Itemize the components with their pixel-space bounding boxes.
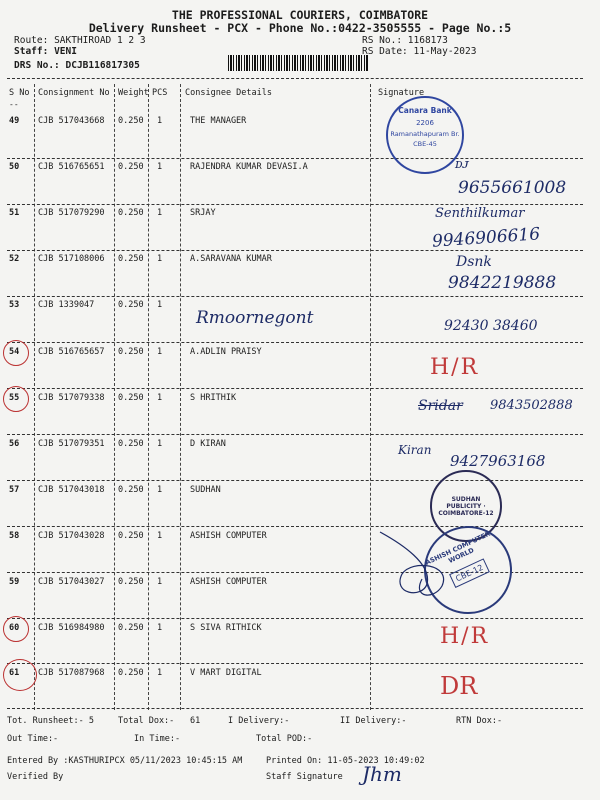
row-pcs: 1 [157, 393, 163, 403]
row-divider [7, 296, 583, 297]
row-consignee: A.SARAVANA KUMAR [190, 254, 272, 264]
rtn-dox: RTN Dox:- [456, 716, 503, 726]
row-sno: 61 [9, 668, 20, 678]
total-pod: Total POD:- [256, 734, 313, 744]
row-sno: 59 [9, 577, 20, 587]
rs-date-line [362, 46, 476, 57]
handwritten-phone: 9842219888 [448, 273, 557, 293]
drs-label: DRS No.: [14, 60, 60, 71]
row-consignee: RAJENDRA KUMAR DEVASI.A [190, 162, 308, 172]
col-consignee: Consignee Details [185, 88, 272, 98]
divider-top [7, 78, 583, 79]
handwritten-signature: Dsnk [456, 254, 492, 270]
row-sno: 57 [9, 485, 20, 495]
row-weight: 0.250 [118, 347, 144, 357]
row-sno: 52 [9, 254, 20, 264]
row-consignment: CJB 516765657 [38, 347, 105, 357]
row-consignment: CJB 517087968 [38, 668, 105, 678]
row-consignment: CJB 517043018 [38, 485, 105, 495]
staff-signature: Jhm [362, 762, 402, 786]
row-pcs: 1 [157, 116, 163, 126]
row-weight: 0.250 [118, 254, 144, 264]
row-weight: 0.250 [118, 439, 144, 449]
handwritten-signature: Kiran [398, 443, 432, 457]
handwritten-signature: Sridar [418, 398, 463, 414]
row-sno: 53 [9, 300, 20, 310]
col-sno: S No [9, 88, 30, 98]
row-pcs: 1 [157, 668, 163, 678]
row-divider [7, 480, 583, 481]
rs-no-value: 1168173 [407, 35, 448, 46]
row-divider [7, 526, 583, 527]
row-consignment: CJB 517108006 [38, 254, 105, 264]
row-consignee: ASHISH COMPUTER [190, 531, 267, 541]
row-sno: 58 [9, 531, 20, 541]
row-consignment: CJB 516765651 [38, 162, 105, 172]
row-sno: 55 [9, 393, 20, 403]
bank-stamp-branch: Ramanathapuram Br. [390, 130, 460, 138]
staff-line [14, 46, 77, 57]
row-weight: 0.250 [118, 623, 144, 633]
row-weight: 0.250 [118, 577, 144, 587]
row-weight: 0.250 [118, 393, 144, 403]
red-circle-mark [3, 386, 29, 412]
red-circle-mark [3, 616, 29, 642]
ashish-stamp-ring: ASHISH COMPUTER WORLD [424, 529, 492, 567]
row-pcs: 1 [157, 254, 163, 264]
bank-stamp-city: CBE-45 [413, 140, 437, 148]
row-consignee: SUDHAN [190, 485, 221, 495]
handwritten-phone: 9946906616 [431, 224, 541, 252]
row-pcs: 1 [157, 577, 163, 587]
row-consignment: CJB 517079290 [38, 208, 105, 218]
tot-runsheet: Tot. Runsheet:- 5 [7, 716, 94, 726]
in-time: In Time:- [134, 734, 181, 744]
verified-by: Verified By [7, 772, 64, 782]
staff-value: VENI [54, 46, 77, 57]
row-consignee: A.ADLIN PRAISY [190, 347, 262, 357]
row-divider [7, 158, 583, 159]
row-pcs: 1 [157, 208, 163, 218]
row-divider [7, 388, 583, 389]
row-pcs: 1 [157, 162, 163, 172]
row-consignee: V MART DIGITAL [190, 668, 262, 678]
bank-stamp [386, 96, 464, 174]
row-divider [7, 250, 583, 251]
row-consignee: S SIVA RITHICK [190, 623, 262, 633]
route-line [14, 35, 146, 46]
row-sno: 49 [9, 116, 20, 126]
handwritten-signature: Senthilkumar [435, 206, 525, 221]
row-weight: 0.250 [118, 208, 144, 218]
row-consignee: S HRITHIK [190, 393, 237, 403]
handwritten-phone: 92430 38460 [444, 318, 538, 334]
row-consignee: THE MANAGER [190, 116, 247, 126]
row-sno: 54 [9, 347, 20, 357]
row-divider [7, 204, 583, 205]
signature-initials: ᴅᴊ [455, 157, 470, 172]
rs-no-label: RS No.: [362, 35, 403, 46]
col-signature: Signature [378, 88, 425, 98]
barcode [228, 55, 368, 71]
row-consignment: CJB 517043028 [38, 531, 105, 541]
row-weight: 0.250 [118, 531, 144, 541]
printed-on: Printed On: 11-05-2023 10:49:02 [266, 756, 425, 766]
row-pcs: 1 [157, 623, 163, 633]
row-consignment: CJB 517043668 [38, 116, 105, 126]
signature-scribble [372, 524, 462, 604]
row-sno: 51 [9, 208, 20, 218]
total-dox-label: Total Dox:- [118, 716, 175, 726]
row-consignment: CJB 517043027 [38, 577, 105, 587]
drs-line [14, 60, 140, 71]
out-time: Out Time:- [7, 734, 59, 744]
handwritten-phone: 9427963168 [450, 452, 546, 470]
table-row [0, 116, 600, 162]
red-circle-mark [3, 659, 37, 691]
row-consignment: CJB 516984980 [38, 623, 105, 633]
table-row [0, 347, 600, 393]
rs-date-value: 11-May-2023 [413, 46, 477, 57]
route-label: Route: [14, 35, 49, 46]
bank-stamp-name: Canara Bank [398, 106, 452, 115]
handwritten-name: Rmoornegont [196, 308, 314, 328]
drs-value: DCJB116817305 [65, 60, 140, 71]
handwritten-mark: DR [440, 672, 478, 700]
row-consignee: D KIRAN [190, 439, 226, 449]
row-pcs: 1 [157, 485, 163, 495]
col-consignment: Consignment No [38, 88, 110, 98]
company-title: THE PROFESSIONAL COURIERS, COIMBATORE [171, 8, 429, 22]
rs-date-label: RS Date: [362, 46, 408, 57]
row-pcs: 1 [157, 439, 163, 449]
row-weight: 0.250 [118, 668, 144, 678]
rs-no-line [362, 35, 448, 46]
row-consignment: CJB 1339047 [38, 300, 95, 310]
total-dox-value: 61 [190, 716, 201, 726]
row-pcs: 1 [157, 300, 163, 310]
row-sno: 56 [9, 439, 20, 449]
handwritten-phone: 9655661008 [458, 178, 567, 198]
row-weight: 0.250 [118, 485, 144, 495]
staff-label: Staff: [14, 46, 49, 57]
row-consignee: ASHISH COMPUTER [190, 577, 267, 587]
entered-by: Entered By :KASTHURIPCX 05/11/2023 10:45:15 AM [7, 756, 243, 766]
handwritten-mark: H/R [430, 355, 480, 380]
row-pcs: 1 [157, 531, 163, 541]
row-divider [7, 434, 583, 435]
staff-signature-label: Staff Signature [266, 772, 343, 782]
table-row [0, 485, 600, 531]
row-consignee: SRJAY [190, 208, 216, 218]
ii-delivery: II Delivery:- [340, 716, 407, 726]
bank-stamp-code: 2206 [416, 119, 434, 127]
row-sno: 60 [9, 623, 20, 633]
ashish-stamp-city: CBE-12 [449, 558, 490, 588]
red-circle-mark [3, 340, 29, 366]
divider-bottom [7, 708, 583, 709]
col-pcs: PCS [152, 88, 168, 98]
row-consignment: CJB 517079338 [38, 393, 105, 403]
route-value: SAKTHIROAD 1 2 3 [54, 35, 146, 46]
sudhan-stamp-text: SUDHAN PUBLICITY · COIMBATORE-12 [438, 496, 494, 518]
handwritten-phone: 9843502888 [490, 398, 573, 413]
col-weight: Weight [118, 88, 149, 98]
row-pcs: 1 [157, 347, 163, 357]
row-divider [7, 342, 583, 343]
row-divider [7, 618, 583, 619]
row-sno: 50 [9, 162, 20, 172]
i-delivery: I Delivery:- [228, 716, 290, 726]
row-weight: 0.250 [118, 162, 144, 172]
row-consignment: CJB 517079351 [38, 439, 105, 449]
runsheet-subtitle: Delivery Runsheet - PCX - Phone No.:0422-3505555 - Page No.:5 [88, 21, 512, 35]
row-divider [7, 663, 583, 664]
handwritten-mark: H/R [440, 624, 490, 649]
row-weight: 0.250 [118, 116, 144, 126]
dash-marker: -- [9, 100, 19, 109]
row-weight: 0.250 [118, 300, 144, 310]
